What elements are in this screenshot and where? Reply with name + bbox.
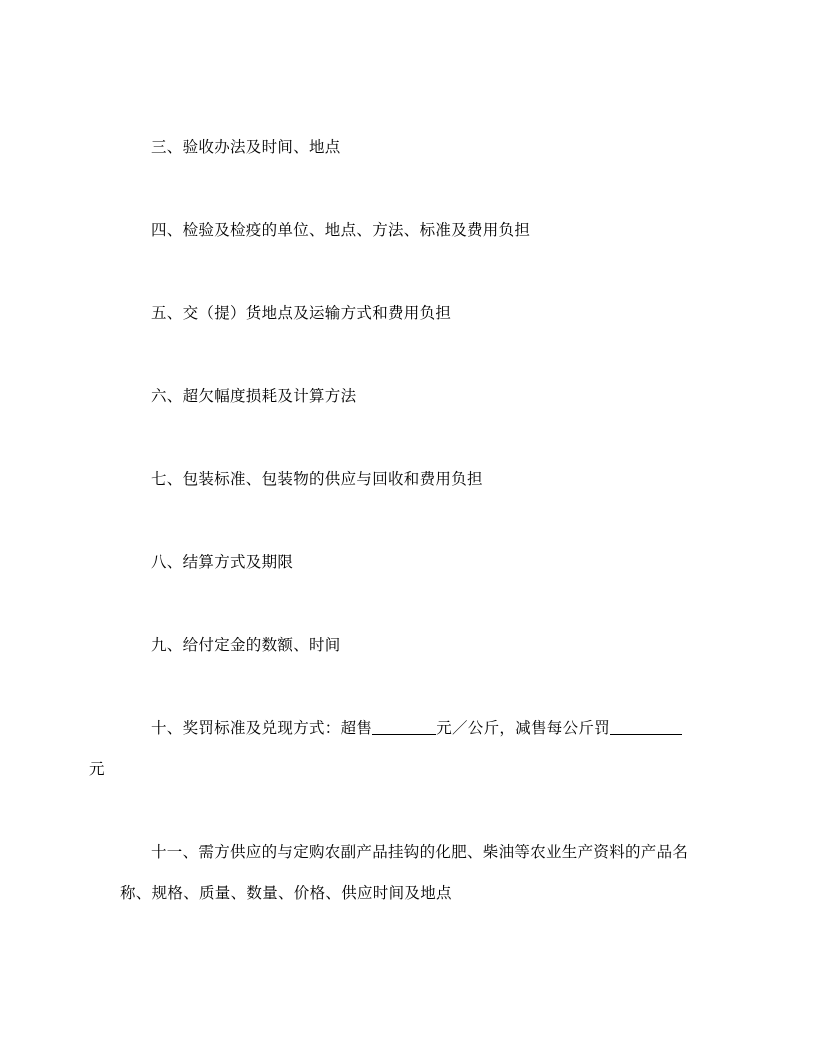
clause-8: 八、结算方式及期限	[151, 553, 294, 571]
clause-10-text-3: 元	[89, 760, 105, 778]
clause-4: 四、检验及检疫的单位、地点、方法、标准及费用负担	[151, 221, 531, 239]
clause-3: 三、验收办法及时间、地点	[151, 138, 341, 156]
clause-6: 六、超欠幅度损耗及计算方法	[151, 387, 357, 405]
clause-7: 七、包装标准、包装物的供应与回收和费用负担	[151, 470, 483, 488]
clause-10-text-1: 十、奖罚标准及兑现方式：超售	[151, 719, 373, 737]
fill-blank-oversale-price[interactable]	[372, 718, 436, 735]
clause-11: 十一、需方供应的与定购农副产品挂钩的化肥、柴油等农业生产资料的产品名称、规格、质量、数量、价格、供应时间及地点	[120, 843, 689, 902]
clause-10-text-2: 元／公斤，减售每公斤罚	[436, 719, 611, 737]
fill-blank-penalty-amount[interactable]	[610, 718, 682, 735]
clause-5: 五、交（提）货地点及运输方式和费用负担	[151, 304, 452, 322]
clause-9: 九、给付定金的数额、时间	[151, 636, 341, 654]
clause-10	[89, 708, 696, 790]
